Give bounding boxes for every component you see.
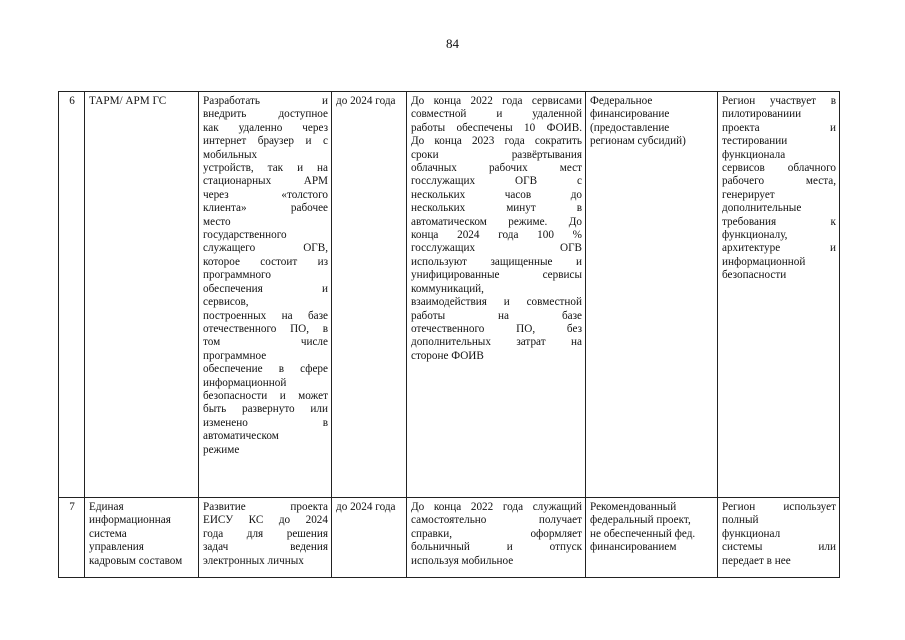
cell-text-line: интернет браузер и с — [203, 135, 328, 148]
table-row — [59, 92, 840, 498]
cell-text-line: сервисов, — [203, 296, 249, 309]
cell-text-line: нескольких часов до — [411, 188, 582, 201]
cell-text-line: информационной — [722, 255, 806, 268]
cell-text-line: информационной — [203, 376, 287, 389]
cell-text-line: автоматическом — [203, 430, 279, 443]
cell-text-line: взаимодействия и совместной — [411, 296, 582, 309]
cell-text-line: системы или — [722, 541, 836, 554]
cell-text-line: нескольких минут в — [411, 202, 582, 215]
cell-text-line: не обеспеченный фед. — [590, 527, 696, 540]
cell-text-line: построенных на базе — [203, 309, 328, 322]
cell-text-line: быть развернуто или — [203, 403, 328, 416]
cell-text-line: информационная — [89, 514, 171, 527]
cell-text-line: работы обеспечены 10 ФОИВ. — [411, 121, 582, 134]
cell-text-line: используют защищенные и — [411, 255, 582, 268]
cell-text-line: больничный и отпуск — [411, 541, 582, 554]
cell-text-line: программного — [203, 269, 271, 282]
deadline-cell — [332, 498, 407, 578]
row-number: 6 — [59, 92, 85, 498]
cell-text-line: через «толстого — [203, 188, 328, 201]
cell-text-line: функционала — [722, 148, 786, 161]
cell-text-line: до 2024 года — [336, 501, 396, 513]
cell-text-line: которое состоит из — [203, 255, 328, 268]
expected-result-cell — [407, 498, 586, 578]
expected-result-cell — [407, 92, 586, 498]
action-cell — [199, 498, 332, 578]
cell-text-line: ТАРМ/ АРМ ГС — [89, 95, 167, 107]
cell-text-line: передает в нее — [722, 554, 791, 567]
cell-text-line: работы на базе — [411, 309, 582, 322]
cell-text-line: самостоятельно получает — [411, 514, 582, 527]
page-number: 84 — [446, 36, 459, 51]
cell-text-line: унифицированные сервисы — [411, 269, 582, 282]
region-role-cell — [718, 498, 840, 578]
deadline-cell — [332, 92, 407, 498]
cell-text-line: финансированием — [590, 541, 677, 554]
cell-text-line: устройств, так и на — [203, 162, 328, 175]
cell-text-line: До конца 2023 года сократить — [411, 135, 582, 148]
cell-text-line: Разработать и — [203, 95, 328, 107]
cell-text-line: дополнительные — [722, 202, 802, 215]
action-cell — [199, 92, 332, 498]
cell-text-line: совместной и удаленной — [411, 108, 582, 121]
table-row — [59, 498, 840, 578]
cell-text-line: финансирование — [590, 108, 670, 121]
cell-text-line: тестировании — [722, 135, 788, 148]
cell-text-line: стационарных АРМ — [203, 175, 328, 188]
cell-text-line: режиме — [203, 443, 240, 456]
cell-text-line: обеспечение в сфере — [203, 363, 328, 376]
cell-text-line: внедрить доступное — [203, 108, 328, 121]
cell-text-line: Единая — [89, 501, 124, 513]
cell-text-line: Федеральное — [590, 95, 653, 107]
cell-text-line: До конца 2022 года сервисами — [411, 95, 582, 107]
row-number: 7 — [59, 498, 85, 578]
cell-text-line: ЕИСУ КС до 2024 — [203, 514, 328, 527]
cell-text-line: регионам субсидий) — [590, 135, 686, 148]
region-role-cell — [718, 92, 840, 498]
cell-text-line: рабочего места, — [722, 175, 836, 188]
cell-text-line: как удаленно через — [203, 121, 328, 134]
cell-text-line: клиента» рабочее — [203, 202, 328, 215]
cell-text-line: справки, оформляет — [411, 527, 582, 540]
measures-table — [58, 91, 840, 578]
funding-cell — [586, 92, 718, 498]
funding-cell — [586, 498, 718, 578]
cell-text-line: требования к — [722, 215, 836, 228]
cell-text-line: Развитие проекта — [203, 501, 328, 513]
cell-text-line: электронных личных — [203, 554, 304, 567]
cell-text-line: архитектуре и — [722, 242, 836, 255]
cell-text-line: Регион использует — [722, 501, 836, 513]
cell-text-line: управления — [89, 541, 144, 554]
cell-text-line: отечественного ПО, без — [411, 322, 582, 335]
cell-text-line: система — [89, 527, 127, 540]
cell-text-line: место — [203, 215, 231, 228]
project-name-cell — [85, 92, 199, 498]
cell-text-line: дополнительных затрат на — [411, 336, 582, 349]
cell-text-line: (предоставление — [590, 121, 670, 134]
cell-text-line: до 2024 года — [336, 95, 396, 107]
cell-text-line: полный — [722, 514, 759, 527]
cell-text-line: безопасности — [722, 269, 787, 282]
cell-text-line: пилотированиии — [722, 108, 802, 121]
cell-text-line: генерирует — [722, 188, 775, 201]
cell-text-line: проекта и — [722, 121, 836, 134]
cell-text-line: отечественного ПО, в — [203, 322, 328, 335]
cell-text-line: мобильных — [203, 148, 258, 161]
cell-text-line: года для решения — [203, 527, 328, 540]
cell-text-line: функционалу, — [722, 229, 788, 242]
cell-text-line: сервисов облачного — [722, 162, 836, 175]
cell-text-line: государственного — [203, 229, 287, 242]
cell-text-line: изменено в — [203, 416, 328, 429]
cell-text-line: коммуникаций, — [411, 282, 484, 295]
cell-text-line: госслужащих ОГВ с — [411, 175, 582, 188]
cell-text-line: функционал — [722, 527, 781, 540]
cell-text-line: госслужащих ОГВ — [411, 242, 582, 255]
cell-text-line: безопасности и может — [203, 389, 328, 402]
cell-text-line: До конца 2022 года служащий — [411, 501, 582, 513]
cell-text-line: кадровым составом — [89, 554, 183, 567]
cell-text-line: служащего ОГВ, — [203, 242, 328, 255]
cell-text-line: программное — [203, 349, 267, 362]
cell-text-line: Регион участвует в — [722, 95, 836, 107]
cell-text-line: обеспечения и — [203, 282, 328, 295]
cell-text-line: сроки развёртывания — [411, 148, 582, 161]
cell-text-line: Рекомендованный — [590, 501, 677, 513]
cell-text-line: том числе — [203, 336, 328, 349]
cell-text-line: облачных рабочих мест — [411, 162, 582, 175]
cell-text-line: автоматическом режиме. До — [411, 215, 582, 228]
cell-text-line: задач ведения — [203, 541, 328, 554]
cell-text-line: используя мобильное — [411, 554, 514, 567]
cell-text-line: федеральный проект, — [590, 514, 691, 527]
project-name-cell — [85, 498, 199, 578]
cell-text-line: стороне ФОИВ — [411, 349, 484, 362]
cell-text-line: конца 2024 года 100 % — [411, 229, 582, 242]
